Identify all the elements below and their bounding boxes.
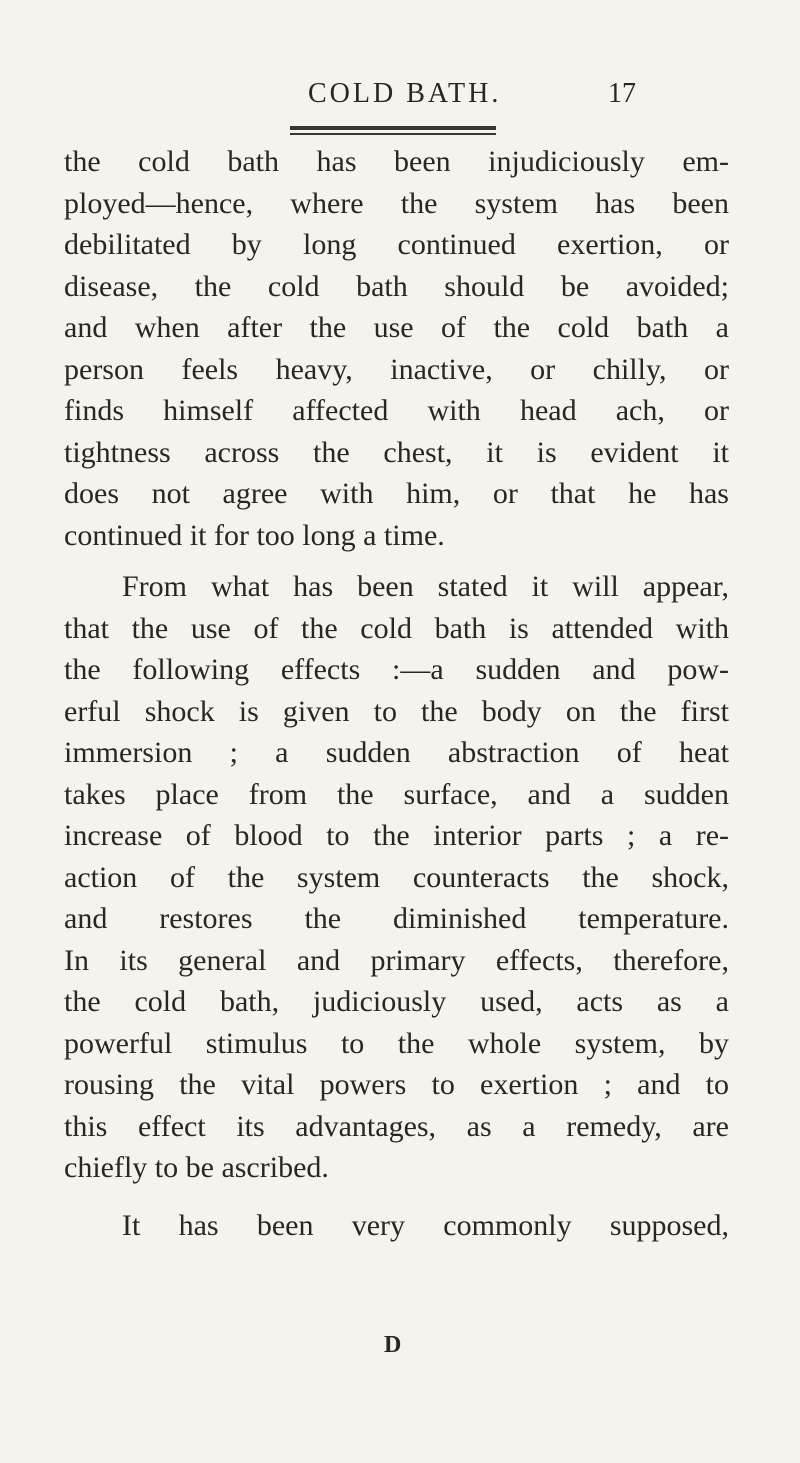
header-rule-thin: [290, 133, 496, 135]
text-line: debilitated by long continued exertion, or: [64, 228, 729, 261]
running-header: [0, 78, 800, 128]
text-line: that the use of the cold bath is attended with: [64, 611, 729, 645]
signature-mark: D: [384, 1332, 402, 1358]
text-line: action of the system counteracts the shock,: [64, 860, 729, 894]
body-text: [64, 141, 729, 1246]
paragraph-3: [64, 1205, 729, 1247]
running-head-title: COLD BATH.: [308, 78, 502, 109]
text-line: In its general and primary effects, therefore,: [64, 943, 729, 977]
text-line: ployed—hence, where the system has been: [64, 186, 729, 220]
header-rule-thick: [290, 126, 496, 130]
page-number: 17: [608, 78, 636, 109]
text-line: disease, the cold bath should be avoided;: [64, 269, 729, 303]
text-line: does not agree with him, or that he has: [64, 477, 729, 510]
text-line: and when after the use of the cold bath a: [64, 311, 729, 344]
text-line: erful shock is given to the body on the first: [64, 694, 729, 728]
text-line: the following effects :—a sudden and pow-: [64, 653, 729, 686]
text-line: tightness across the chest, it is evident it: [64, 435, 729, 469]
text-line: finds himself affected with head ach, or: [64, 394, 729, 427]
text-line: It has been very commonly supposed,: [122, 1208, 729, 1242]
text-line: chiefly to be ascribed.: [64, 1151, 329, 1184]
text-line: rousing the vital powers to exertion ; and to: [64, 1068, 729, 1101]
text-line: immersion ; a sudden abstraction of heat: [64, 736, 729, 769]
text-line: increase of blood to the interior parts ; a re-: [64, 819, 729, 852]
text-line: takes place from the surface, and a sudden: [64, 777, 729, 811]
paragraph-2: [64, 566, 729, 1189]
text-line: this effect its advantages, as a remedy, are: [64, 1109, 729, 1143]
text-line: powerful stimulus to the whole system, by: [64, 1026, 729, 1060]
text-line: the cold bath, judiciously used, acts as a: [64, 985, 729, 1018]
paragraph-1: [64, 141, 729, 556]
text-line: continued it for too long a time.: [64, 518, 445, 552]
text-line: person feels heavy, inactive, or chilly, or: [64, 352, 729, 386]
text-line: the cold bath has been injudiciously em-: [64, 145, 729, 178]
text-line: and restores the diminished temperature.: [64, 902, 729, 935]
text-line: From what has been stated it will appear,: [122, 570, 729, 603]
